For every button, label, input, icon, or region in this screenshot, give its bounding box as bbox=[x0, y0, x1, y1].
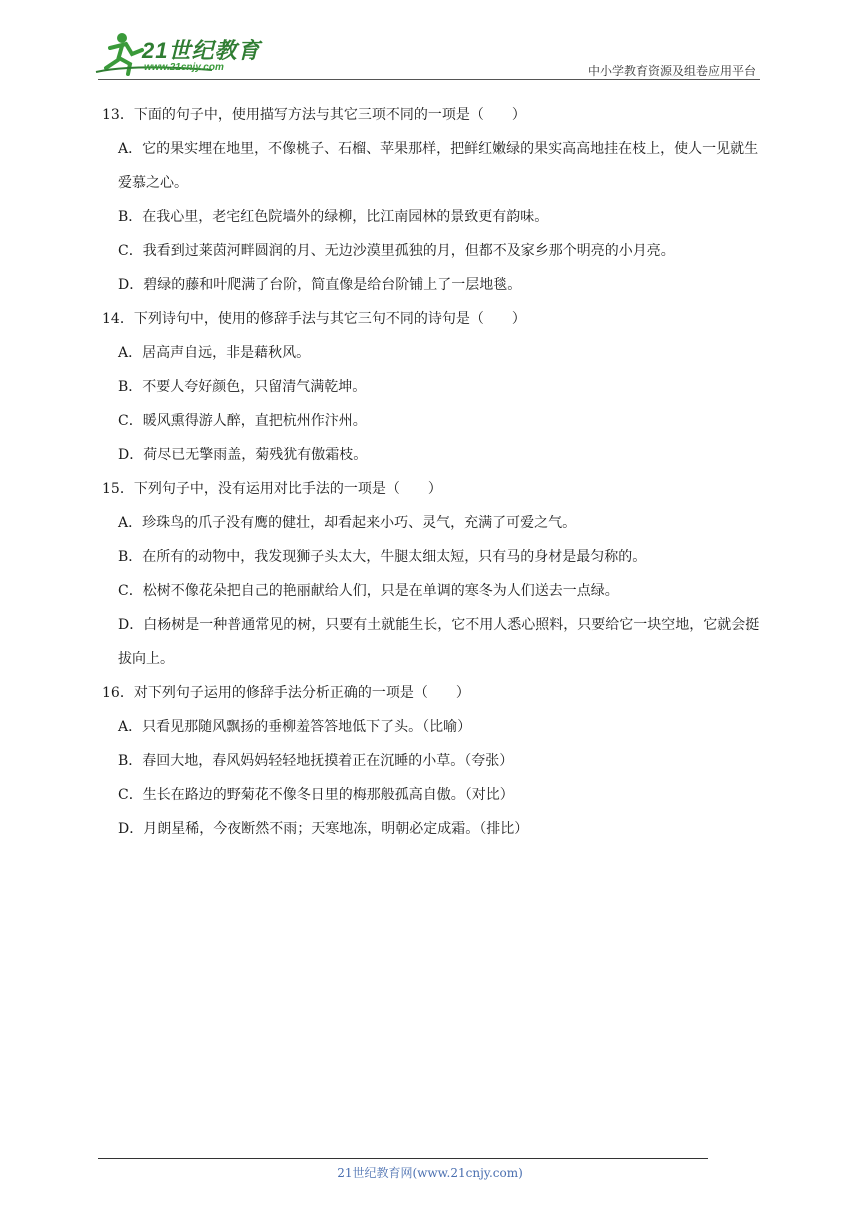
platform-name: 中小学教育资源及组卷应用平台 bbox=[587, 64, 756, 78]
option-a: A．居高声自远，非是藉秋风。 bbox=[118, 345, 311, 361]
option-c: C．松树不像花朵把自己的艳丽献给人们，只是在单调的寒冬为人们送去一点绿。 bbox=[118, 583, 619, 599]
question-16 bbox=[100, 676, 765, 846]
header-divider bbox=[98, 79, 760, 80]
logo-text: 21世纪教育 bbox=[142, 38, 261, 63]
question-15 bbox=[100, 472, 765, 676]
option-c: C．暖风熏得游人醉，直把杭州作汴州。 bbox=[118, 413, 367, 429]
footer-divider bbox=[98, 1158, 708, 1159]
option-b: B．春回大地，春风妈妈轻轻地抚摸着正在沉睡的小草。（夸张） bbox=[118, 753, 514, 769]
question-14 bbox=[100, 302, 765, 472]
logo bbox=[92, 28, 262, 80]
option-d: D．碧绿的藤和叶爬满了台阶，简直像是给台阶铺上了一层地毯。 bbox=[118, 277, 522, 293]
question-stem: 15．下列句子中，没有运用对比手法的一项是（ ） bbox=[102, 481, 442, 497]
question-13 bbox=[100, 98, 765, 302]
option-c: C．生长在路边的野菊花不像冬日里的梅那般孤高自傲。（对比） bbox=[118, 787, 514, 803]
option-d: D．白杨树是一种普通常见的树，只要有土就能生长，它不用人悉心照料，只要给它一块空地，它就会挺拔向上。 bbox=[118, 617, 760, 667]
footer-link[interactable]: 21世纪教育网(www.21cnjy.com) bbox=[337, 1166, 523, 1180]
option-c: C．我看到过莱茵河畔圆润的月、无边沙漠里孤独的月，但都不及家乡那个明亮的小月亮。 bbox=[118, 243, 675, 259]
option-b: B．在我心里，老宅红色院墙外的绿柳，比江南园林的景致更有韵味。 bbox=[118, 209, 549, 225]
page-header bbox=[0, 0, 860, 82]
option-a: A．它的果实埋在地里，不像桃子、石榴、苹果那样，把鲜红嫩绿的果实高高地挂在枝上，使人一见就生爱慕之心。 bbox=[118, 141, 759, 191]
option-d: D．月朗星稀，今夜断然不雨；天寒地冻，明朝必定成霜。（排比） bbox=[118, 821, 529, 837]
option-a: A．只看见那随风飘扬的垂柳羞答答地低下了头。（比喻） bbox=[118, 719, 472, 735]
question-stem: 14．下列诗句中，使用的修辞手法与其它三句不同的诗句是（ ） bbox=[102, 311, 526, 327]
option-a: A．珍珠鸟的爪子没有鹰的健壮，却看起来小巧、灵气，充满了可爱之气。 bbox=[118, 515, 577, 531]
question-stem: 13．下面的句子中，使用描写方法与其它三项不同的一项是（ ） bbox=[102, 107, 526, 123]
logo-url: www.21cnjy.com bbox=[144, 62, 224, 73]
option-d: D．荷尽已无擎雨盖，菊残犹有傲霜枝。 bbox=[118, 447, 368, 463]
question-stem: 16．对下列句子运用的修辞手法分析正确的一项是（ ） bbox=[102, 685, 470, 701]
option-b: B．在所有的动物中，我发现狮子头太大，牛腿太细太短，只有马的身材是最匀称的。 bbox=[118, 549, 647, 565]
question-list bbox=[100, 98, 765, 846]
option-b: B．不要人夸好颜色，只留清气满乾坤。 bbox=[118, 379, 367, 395]
